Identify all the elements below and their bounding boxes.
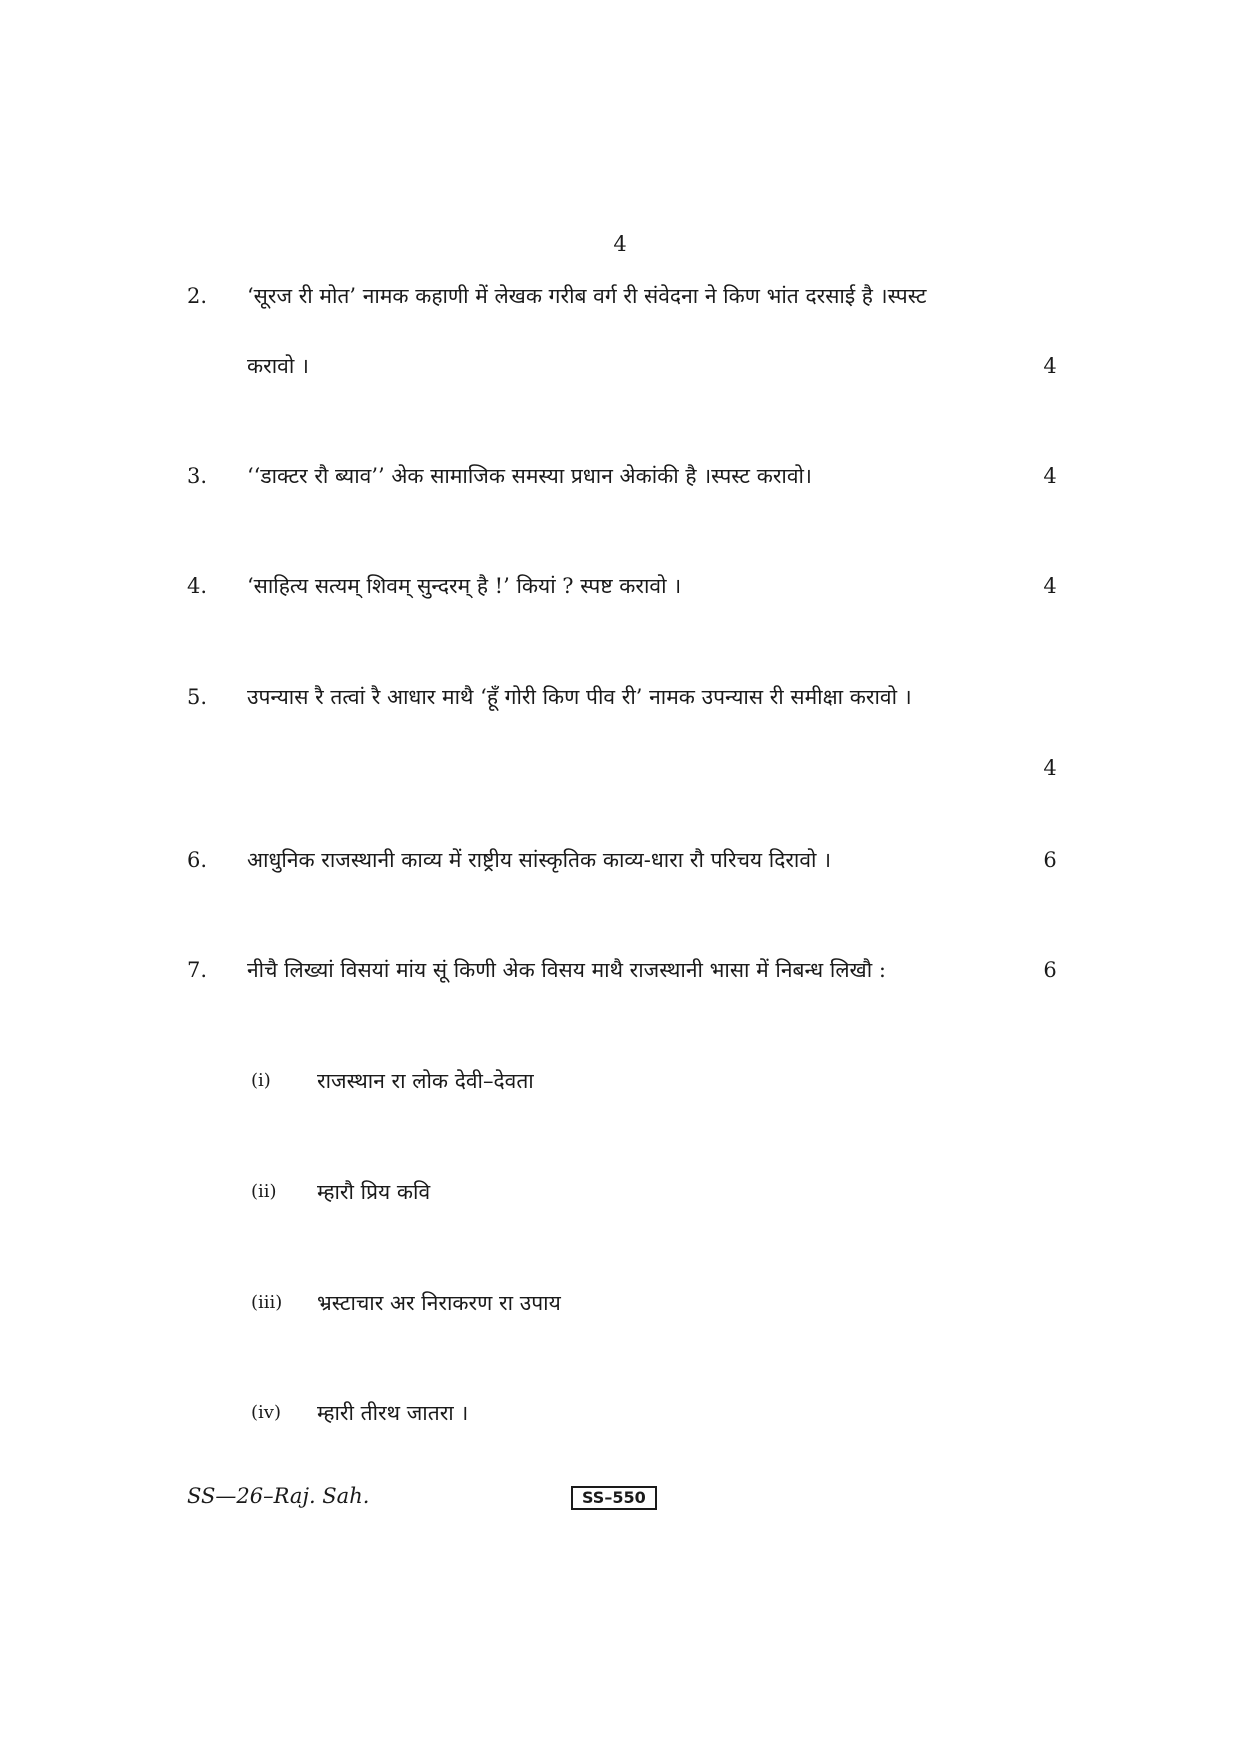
series-code-box: SS–550	[571, 1486, 657, 1510]
question-6	[0, 840, 1240, 880]
question-number: 3.	[187, 464, 208, 488]
question-4	[0, 566, 1240, 606]
question-number: 2.	[187, 284, 208, 308]
question-marks: 4	[1043, 354, 1057, 378]
question-text: ‘सूरज री मोत’ नामक कहाणी में लेखक गरीब वर्ग री संवेदना ने किण भांत दरसाई है ।स्पस्ट	[247, 284, 927, 308]
question-number: 7.	[187, 958, 208, 982]
essay-option-4	[0, 1393, 1240, 1433]
question-marks: 6	[1043, 958, 1057, 982]
question-text: आधुनिक राजस्थानी काव्य में राष्ट्रीय सांस्कृतिक काव्य-धारा रौ परिचय दिरावो ।	[247, 848, 832, 872]
paper-code-footer: SS—26–Raj. Sah.	[187, 1484, 370, 1508]
question-number: 5.	[187, 685, 208, 709]
question-marks: 4	[1043, 464, 1057, 488]
question-7	[0, 950, 1240, 990]
option-number: (i)	[251, 1070, 271, 1091]
option-number: (ii)	[251, 1181, 277, 1202]
question-marks: 4	[1043, 574, 1057, 598]
question-text: ‘‘डाक्टर रौ ब्याव’’ अेक सामाजिक समस्या प्रधान अेकांकी है ।स्पस्ट करावो।	[247, 464, 812, 488]
question-3	[0, 456, 1240, 496]
question-marks: 4	[1043, 756, 1057, 780]
question-text: नीचै लिख्यां विसयां मांय सूं किणी अेक विसय माथै राजस्थानी भासा में निबन्ध लिखौ :	[247, 958, 886, 982]
question-text: उपन्यास रै तत्वां रै आधार माथै ‘हूँ गोरी किण पीव री’ नामक उपन्यास री समीक्षा करावो ।	[247, 685, 912, 709]
option-text: भ्रस्टाचार अर निराकरण रा उपाय	[317, 1291, 561, 1315]
question-text-continued: करावो ।	[247, 354, 309, 378]
page-number: 4	[613, 232, 627, 256]
option-number: (iii)	[251, 1292, 283, 1313]
option-text: राजस्थान रा लोक देवी–देवता	[317, 1069, 534, 1093]
option-text: म्हारी तीरथ जातरा ।	[317, 1401, 469, 1425]
option-text: म्हारौ प्रिय कवि	[317, 1180, 431, 1204]
option-number: (iv)	[251, 1402, 281, 1423]
question-marks: 6	[1043, 848, 1057, 872]
question-5	[0, 677, 1240, 717]
question-5-marks-line	[0, 748, 1240, 788]
essay-option-3	[0, 1283, 1240, 1323]
question-number: 4.	[187, 574, 208, 598]
essay-option-1	[0, 1061, 1240, 1101]
essay-option-2	[0, 1172, 1240, 1212]
question-2	[0, 276, 1240, 316]
question-number: 6.	[187, 848, 208, 872]
question-2-continuation	[0, 346, 1240, 386]
question-text: ‘साहित्य सत्यम् शिवम् सुन्दरम् है !’ कियां ? स्पष्ट करावो ।	[247, 574, 682, 598]
